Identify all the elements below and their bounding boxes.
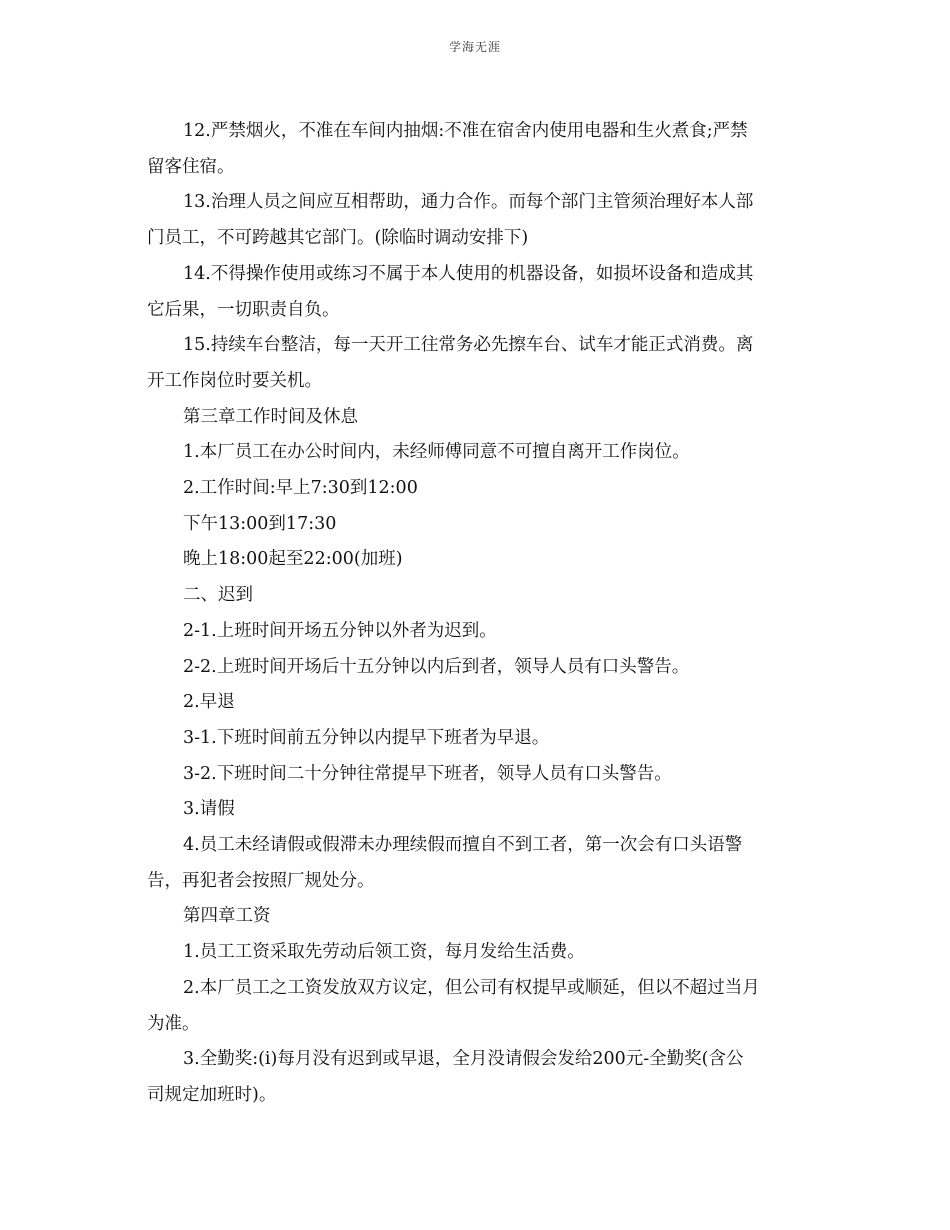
paragraph-wages-2 — [147, 971, 807, 1042]
paragraph-wages-1 — [147, 935, 807, 971]
paragraph-rule-14 — [147, 257, 807, 328]
chapter-3-heading — [147, 400, 807, 436]
paragraph-line: 4.员工未经请假或假滞未办理续假而擅自不到工者，第一次会有口头语警 — [183, 835, 743, 856]
paragraph-line: 第四章工资 — [183, 906, 271, 927]
paragraph-line: 告，再犯者会按照厂规处分。 — [147, 870, 375, 891]
paragraph-line: 1.本厂员工在办公时间内，未经师傅同意不可擅自离开工作岗位。 — [183, 442, 690, 463]
paragraph-leave-4 — [147, 828, 807, 899]
paragraph-line: 为准。 — [147, 1013, 200, 1034]
paragraph-work-hours-2 — [147, 471, 807, 507]
paragraph-line: 下午13:00到17:30 — [183, 513, 337, 534]
paragraph-line: 晚上18:00起至22:00(加班) — [183, 549, 403, 570]
paragraph-line: 3-1.下班时间前五分钟以内提早下班者为早退。 — [183, 727, 550, 748]
paragraph-afternoon-hours — [147, 507, 807, 543]
section-leave-heading — [147, 792, 807, 828]
paragraph-line: 3.全勤奖:(i)每月没有迟到或早退，全月没请假会发给200元-全勤奖(含公 — [183, 1049, 744, 1070]
paragraph-rule-12 — [147, 114, 807, 185]
paragraph-line: 2.本厂员工之工资发放双方议定，但公司有权提早或顺延，但以不超过当月 — [183, 977, 760, 998]
paragraph-line: 开工作岗位时要关机。 — [147, 370, 322, 391]
paragraph-line: 14.不得操作使用或练习不属于本人使用的机器设备，如损坏设备和造成其 — [183, 263, 754, 284]
document-body — [147, 114, 807, 1114]
paragraph-rule-13 — [147, 185, 807, 256]
paragraph-line: 1.员工工资采取先劳动后领工资，每月发给生活费。 — [183, 942, 585, 963]
paragraph-line: 2.早退 — [183, 692, 235, 713]
chapter-4-heading — [147, 899, 807, 935]
paragraph-line: 2-1.上班时间开场五分钟以外者为迟到。 — [183, 620, 497, 641]
paragraph-line: 3-2.下班时间二十分钟往常提早下班者，领导人员有口头警告。 — [183, 763, 672, 784]
paragraph-evening-hours — [147, 542, 807, 578]
paragraph-line: 门员工，不可跨越其它部门。(除临时调动安排下) — [147, 228, 529, 249]
page-header: 学海无涯 — [448, 40, 501, 54]
section-early-leave-heading — [147, 685, 807, 721]
paragraph-line: 司规定加班时)。 — [147, 1084, 277, 1105]
paragraph-line: 12.严禁烟火，不准在车间内抽烟:不准在宿舍内使用电器和生火煮食;严禁 — [183, 121, 748, 141]
paragraph-line: 3.请假 — [183, 799, 235, 820]
paragraph-line: 第三章工作时间及休息 — [183, 406, 358, 427]
paragraph-line: 2-2.上班时间开场后十五分钟以内后到者，领导人员有口头警告。 — [183, 656, 690, 677]
paragraph-attendance-bonus — [147, 1042, 807, 1113]
paragraph-line: 15.持续车台整洁，每一天开工往常务必先擦车台、试车才能正式消费。离 — [183, 335, 754, 356]
paragraph-line: 二、迟到 — [183, 585, 253, 606]
paragraph-early-3-1 — [147, 721, 807, 757]
paragraph-line: 它后果，一切职责自负。 — [147, 299, 340, 320]
paragraph-line: 13.治理人员之间应互相帮助，通力合作。而每个部门主管须治理好本人部 — [183, 192, 754, 213]
paragraph-work-hours-1 — [147, 435, 807, 471]
paragraph-late-2-1 — [147, 614, 807, 650]
paragraph-rule-15 — [147, 328, 807, 399]
section-late-heading — [147, 578, 807, 614]
paragraph-line: 2.工作时间:早上7:30到12:00 — [183, 478, 418, 499]
paragraph-line: 留客住宿。 — [147, 156, 235, 177]
paragraph-early-3-2 — [147, 757, 807, 793]
paragraph-late-2-2 — [147, 650, 807, 686]
